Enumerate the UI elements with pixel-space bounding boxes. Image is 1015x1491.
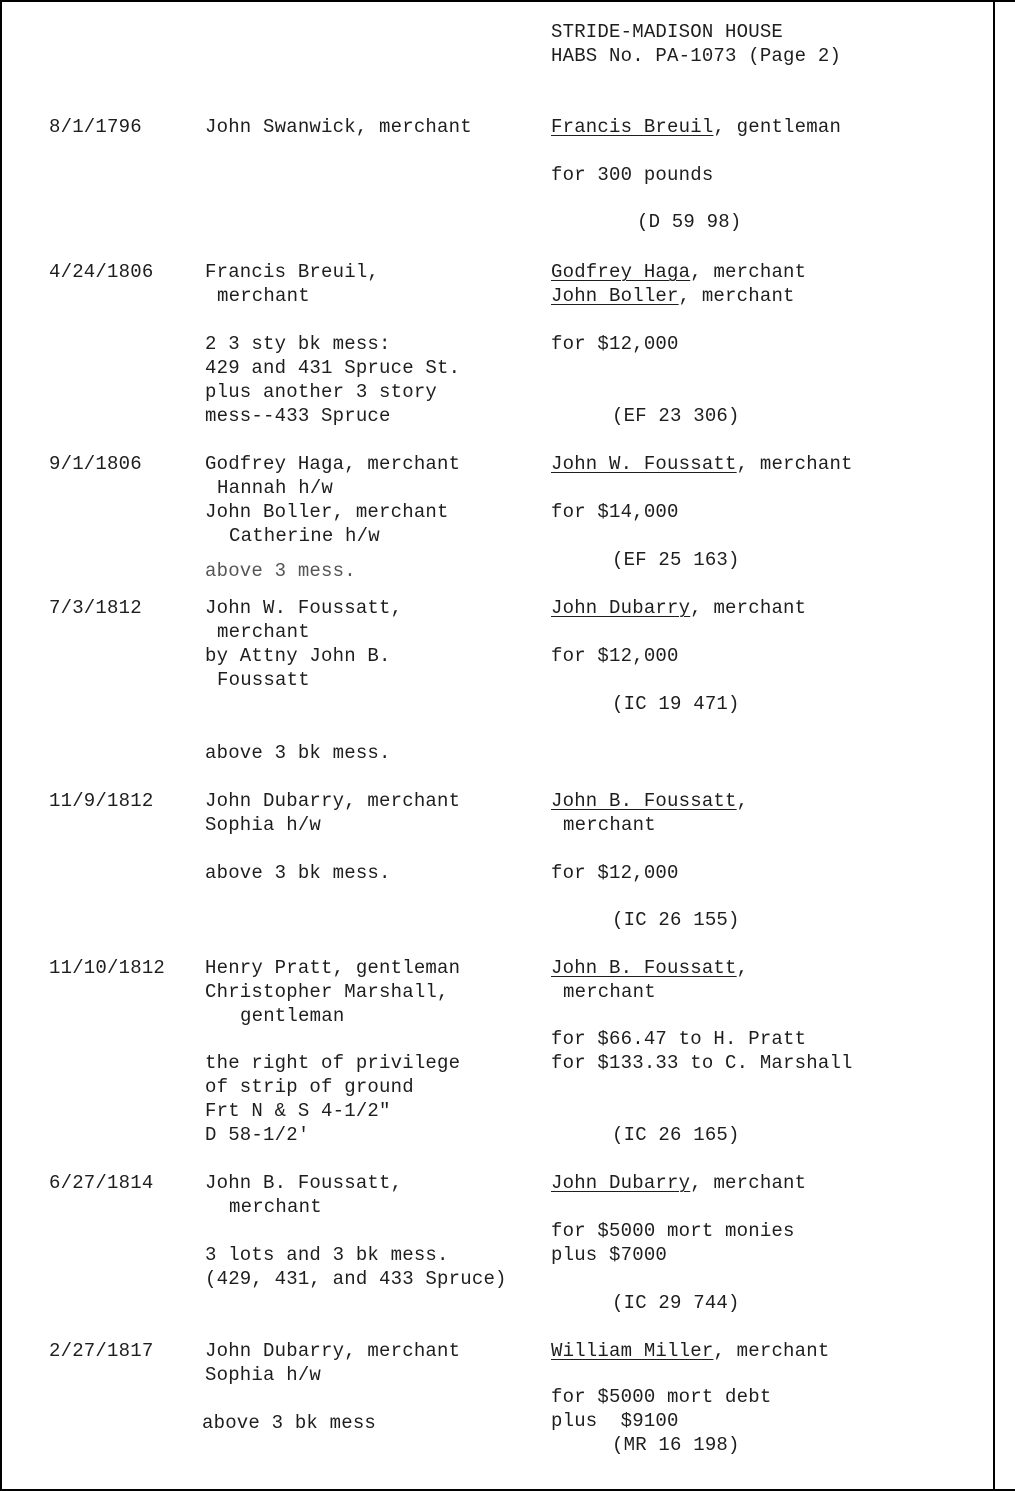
page-right-border xyxy=(993,2,1015,1491)
entry-date: 8/1/1796 xyxy=(49,116,142,138)
deed-reference: (MR 16 198) xyxy=(612,1434,740,1456)
deed-reference: (IC 19 471) xyxy=(612,693,740,715)
grantee-title: , merchant xyxy=(690,1172,807,1194)
grantee-occupation: merchant xyxy=(563,981,656,1003)
grantee-name: John B. Foussatt xyxy=(551,957,737,979)
property-description: above 3 bk mess. xyxy=(205,742,391,764)
grantee-title: , merchant xyxy=(713,1340,830,1362)
property-description: D 58-1/2' xyxy=(205,1124,310,1146)
property-description: the right of privilege xyxy=(205,1052,461,1074)
grantee-name: Godfrey Haga xyxy=(551,261,691,283)
header-title: STRIDE-MADISON HOUSE xyxy=(551,21,784,43)
grantee-title: , merchant xyxy=(690,597,807,619)
property-description: 3 lots and 3 bk mess. xyxy=(205,1244,449,1266)
deed-reference: (EF 23 306) xyxy=(612,405,740,427)
grantee-name: John Dubarry xyxy=(551,1172,691,1194)
price: for 300 pounds xyxy=(551,164,714,186)
grantor-attorney: by Attny John B. xyxy=(205,645,391,667)
grantor: John Boller, merchant xyxy=(205,501,449,523)
price: for $133.33 to C. Marshall xyxy=(551,1052,853,1074)
grantor-occupation: merchant xyxy=(217,621,310,643)
grantee-title: , merchant xyxy=(690,261,807,283)
grantor: Francis Breuil, xyxy=(205,261,380,283)
deed-reference: (D 59 98) xyxy=(637,211,742,233)
property-description: (429, 431, and 433 Spruce) xyxy=(205,1268,507,1290)
grantee xyxy=(551,789,748,813)
entry-date: 7/3/1812 xyxy=(49,597,142,619)
grantee xyxy=(551,115,841,139)
grantee xyxy=(551,1171,806,1195)
price: plus $7000 xyxy=(551,1244,668,1266)
grantor-spouse: Sophia h/w xyxy=(205,1364,322,1386)
price: for $12,000 xyxy=(551,645,679,667)
grantee xyxy=(551,260,806,284)
grantee-name: John B. Foussatt xyxy=(551,790,737,812)
grantor-spouse: Catherine h/w xyxy=(229,525,380,547)
grantee-name: William Miller xyxy=(551,1340,714,1362)
price: for $12,000 xyxy=(551,333,679,355)
grantee-title: , merchant xyxy=(678,285,795,307)
price: for $5000 mort debt xyxy=(551,1386,772,1408)
deed-reference: (IC 29 744) xyxy=(612,1292,740,1314)
entry-date: 11/9/1812 xyxy=(49,790,154,812)
price: for $66.47 to H. Pratt xyxy=(551,1028,807,1050)
grantor: John B. Foussatt, xyxy=(205,1172,403,1194)
grantor: John Dubarry, merchant xyxy=(205,1340,461,1362)
grantee xyxy=(551,956,748,980)
property-description: Frt N & S 4-1/2" xyxy=(205,1100,391,1122)
grantee xyxy=(551,284,795,308)
grantor: Henry Pratt, gentleman xyxy=(205,957,461,979)
grantee-name: Francis Breuil xyxy=(551,116,714,138)
entry-date: 4/24/1806 xyxy=(49,261,154,283)
property-description: 429 and 431 Spruce St. xyxy=(205,357,461,379)
grantor-occupation: merchant xyxy=(217,285,310,307)
grantor-occupation: merchant xyxy=(229,1196,322,1218)
grantor: John W. Foussatt, xyxy=(205,597,403,619)
grantee-name: John W. Foussatt xyxy=(551,453,737,475)
grantee-title: , merchant xyxy=(736,453,853,475)
property-description: plus another 3 story xyxy=(205,381,438,403)
property-description: mess--433 Spruce xyxy=(205,405,391,427)
grantee-occupation: merchant xyxy=(563,814,656,836)
entry-date: 2/27/1817 xyxy=(49,1340,154,1362)
entry-date: 6/27/1814 xyxy=(49,1172,154,1194)
deed-reference: (IC 26 165) xyxy=(612,1124,740,1146)
entry-date: 9/1/1806 xyxy=(49,453,142,475)
grantee xyxy=(551,1339,829,1363)
property-description: above 3 bk mess. xyxy=(205,862,391,884)
grantee-name: John Dubarry xyxy=(551,597,691,619)
header-habs-number: HABS No. PA-1073 (Page 2) xyxy=(551,45,842,67)
price: for $14,000 xyxy=(551,501,679,523)
property-description: 2 3 sty bk mess: xyxy=(205,333,391,355)
property-description: of strip of ground xyxy=(205,1076,414,1098)
grantee xyxy=(551,596,806,620)
grantor: Godfrey Haga, merchant xyxy=(205,453,461,475)
grantor: John Swanwick, merchant xyxy=(205,116,472,138)
grantor-occupation: gentleman xyxy=(240,1005,345,1027)
deed-reference: (IC 26 155) xyxy=(612,909,740,931)
price: for $12,000 xyxy=(551,862,679,884)
grantor: John Dubarry, merchant xyxy=(205,790,461,812)
grantor-spouse: Sophia h/w xyxy=(205,814,322,836)
grantor-spouse: Hannah h/w xyxy=(217,477,334,499)
grantee-title: , xyxy=(736,957,749,979)
property-description: above 3 mess. xyxy=(205,560,356,582)
grantee-name: John Boller xyxy=(551,285,679,307)
price: for $5000 mort monies xyxy=(551,1220,795,1242)
grantor-attorney: Foussatt xyxy=(217,669,310,691)
deed-reference: (EF 25 163) xyxy=(612,549,740,571)
property-description: above 3 bk mess xyxy=(202,1412,377,1434)
grantee-title: , xyxy=(736,790,749,812)
grantee xyxy=(551,452,853,476)
grantor: Christopher Marshall, xyxy=(205,981,449,1003)
grantee-title: , gentleman xyxy=(713,116,842,138)
price: plus $9100 xyxy=(551,1410,679,1432)
entry-date: 11/10/1812 xyxy=(49,957,166,979)
